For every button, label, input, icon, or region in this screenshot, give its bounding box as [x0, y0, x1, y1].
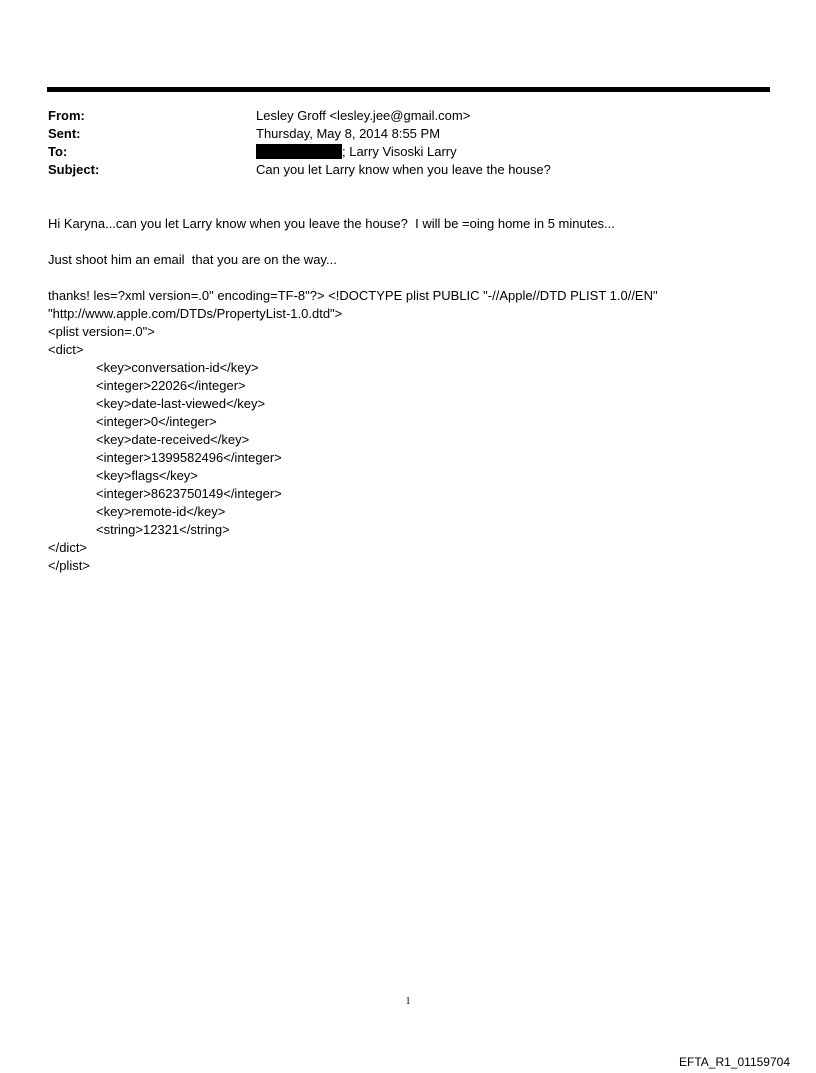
to-label: To: [48, 144, 68, 159]
page-number: 1 [405, 996, 411, 1007]
from-label: From: [48, 108, 85, 123]
dict-line: <key>remote-id</key> [96, 504, 226, 519]
subject-label: Subject: [48, 162, 100, 177]
body-plist-close: </plist> [48, 558, 90, 573]
from-value: Lesley Groff <lesley.jee@gmail.com> [256, 108, 471, 123]
sent-value: Thursday, May 8, 2014 8:55 PM [256, 126, 441, 141]
redaction-box [256, 144, 342, 159]
dict-line: <integer>0</integer> [96, 414, 217, 429]
dict-line: <key>date-last-viewed</key> [96, 396, 266, 411]
to-value [256, 143, 457, 161]
dict-line: <key>conversation-id</key> [96, 360, 259, 375]
header-rule [47, 87, 770, 92]
to-recipient-text: ; Larry Visoski Larry [342, 144, 457, 159]
dict-line: <key>date-received</key> [96, 432, 250, 447]
dict-line: <string>12321</string> [96, 522, 230, 537]
body-dict-open: <dict> [48, 342, 84, 357]
dict-line: <key>flags</key> [96, 468, 198, 483]
body-greeting: Hi Karyna...can you let Larry know when you leave the house? I will be =oing home in 5 minutes... [48, 216, 615, 231]
body-dtd-url: "http://www.apple.com/DTDs/PropertyList-1.0.dtd"> [48, 306, 343, 321]
dict-line: <integer>22026</integer> [96, 378, 246, 393]
document-id: EFTA_R1_01159704 [679, 1055, 790, 1069]
body-signoff-xml: thanks! les=?xml version=.0" encoding=TF-8"?> <!DOCTYPE plist PUBLIC "-//Apple//DTD PLIST 1.0//EN" [48, 288, 658, 303]
body-dict-close: </dict> [48, 540, 88, 555]
subject-value: Can you let Larry know when you leave the house? [256, 162, 551, 177]
dict-line: <integer>8623750149</integer> [96, 486, 282, 501]
body-plist-open: <plist version=.0"> [48, 324, 155, 339]
body-instruction: Just shoot him an email that you are on the way... [48, 252, 337, 267]
dict-line: <integer>1399582496</integer> [96, 450, 282, 465]
sent-label: Sent: [48, 126, 81, 141]
